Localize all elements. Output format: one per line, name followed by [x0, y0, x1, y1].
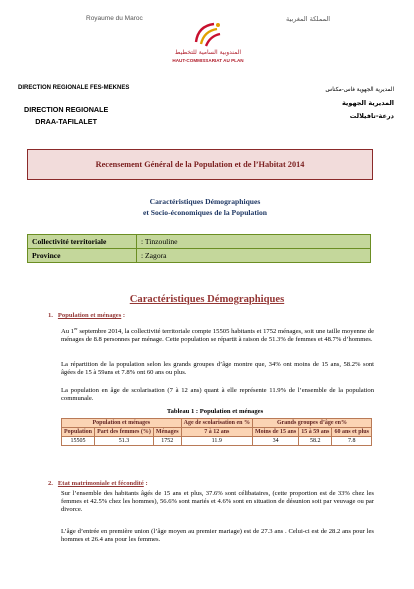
cell-population: 15505 [62, 437, 95, 446]
header-population-menages: Population et ménages [62, 419, 182, 428]
subtitle-line1: Caractéristiques Démographiques [149, 197, 261, 206]
table-subheader-row [62, 428, 372, 437]
direction-regionale-line1: DIRECTION REGIONALE [24, 105, 109, 114]
info-row [28, 235, 371, 249]
p1-post: septembre 2014, la collectivité territoriale compte 15505 habitants et 1752 ménages, soit une taille moyenne de ménages de 8.8 personnes par ménage. Cette population se répartit à raison de 51.3% de femmes et 48.7% d’hommes. [61, 328, 374, 344]
section1-heading [48, 312, 125, 319]
arabic-direction-block [294, 84, 394, 123]
hcp-name-ar: المندوبية السامية للتخطيط [174, 49, 242, 56]
direction-regionale-line2: DRAA-TAFILALET [35, 117, 97, 126]
col-menages: Ménages [153, 428, 181, 437]
header-age-scolarisation: Age de scolarisation en % [181, 419, 252, 428]
p1-pre: Au 1 [61, 328, 75, 336]
direction-regionale-block [24, 104, 108, 128]
kingdom-label-ar: المملكة المغربية [286, 15, 331, 23]
direction-fes-meknes: DIRECTION REGIONALE FES-MEKNES [18, 85, 130, 91]
cell-7-12: 11.9 [181, 437, 252, 446]
table-caption: Tableau 1 : Population et ménages [166, 408, 264, 415]
section1-title: Population et ménages [57, 312, 122, 319]
info-label: Collectivité territoriale [28, 235, 137, 249]
cell-15-59: 58.2 [299, 437, 332, 446]
info-value: : Tinzouline [137, 235, 371, 249]
cell-part-femmes: 51.3 [95, 437, 154, 446]
info-label: Province [28, 249, 137, 263]
population-table [61, 418, 372, 446]
header-grands-groupes: Grands groupes d’âge en% [252, 419, 371, 428]
arabic-direction-line2: المديرية الجهوية [341, 99, 394, 107]
section1-paragraph2: La répartition de la population selon les grands groupes d’âge montre que, 34% ont moins de 15 ans, 58.2% sont âgées de 15 à 59ans et 7.8% ont 60 ans ou plus. [61, 361, 374, 376]
section2-title: Etat matrimoniale et fécondité [57, 480, 144, 487]
col-lt15: Moins de 15 ans [252, 428, 298, 437]
subtitle-line2: et Socio-économiques de la Population [142, 208, 268, 217]
col-population: Population [62, 428, 95, 437]
p1-sup: er [74, 326, 78, 331]
section2-heading [48, 480, 148, 487]
census-title: Recensement Général de la Population et de l’Habitat 2014 [95, 160, 305, 169]
col-60-plus: 60 ans et plus [332, 428, 372, 437]
hcp-name-fr: HAUT-COMMISSARIAT AU PLAN [172, 58, 244, 63]
section2-paragraph2: L’âge d’entrée en première union (l’âge moyen au premier mariage) est de 27.3 ans . Celui-ci est de 28.2 ans pour les hommes et 26.4 ans pour les femmes. [61, 528, 374, 543]
section-title: Caractéristiques Démographiques [129, 294, 285, 305]
table-row [62, 437, 372, 446]
col-part-femmes: Part des femmes (%) [95, 428, 154, 437]
arabic-direction-line1: المديرية الجهوية فاس-مكناس [325, 87, 394, 93]
census-banner [27, 149, 373, 180]
info-row [28, 249, 371, 263]
cell-lt15: 34 [252, 437, 298, 446]
hcp-logo [188, 20, 228, 48]
arabic-direction-line3: درعة-تافيلالت [349, 112, 394, 120]
section1-number: 1. [48, 312, 53, 319]
col-15-59: 15 à 59 ans [299, 428, 332, 437]
info-value: : Zagora [137, 249, 371, 263]
section2-suffix: : [143, 480, 148, 487]
cell-60-plus: 7.8 [332, 437, 372, 446]
section1-paragraph1 [61, 325, 374, 344]
table-header-row [62, 419, 372, 428]
section2-number: 2. [48, 480, 53, 487]
section1-suffix: : [121, 312, 126, 319]
territory-info-table [27, 234, 371, 263]
document-subtitle [60, 196, 350, 218]
kingdom-label-fr: Royaume du Maroc [86, 15, 143, 22]
section2-paragraph1: Sur l’ensemble des habitants âgés de 15 ans et plus, 37.6% sont célibataires, (cette proportion est de 33% chez les femmes et 42.5% chez les hommes), 56.6% sont mariés et 4.6% sont en situation de désunion soit par veuvage ou par divorce. [61, 490, 374, 513]
section1-paragraph3: La population en âge de scolarisation (7 à 12 ans) quant à elle représente 11.9% de l’ensemble de la population communale. [61, 387, 374, 402]
cell-menages: 1752 [153, 437, 181, 446]
col-7-12: 7 à 12 ans [181, 428, 252, 437]
